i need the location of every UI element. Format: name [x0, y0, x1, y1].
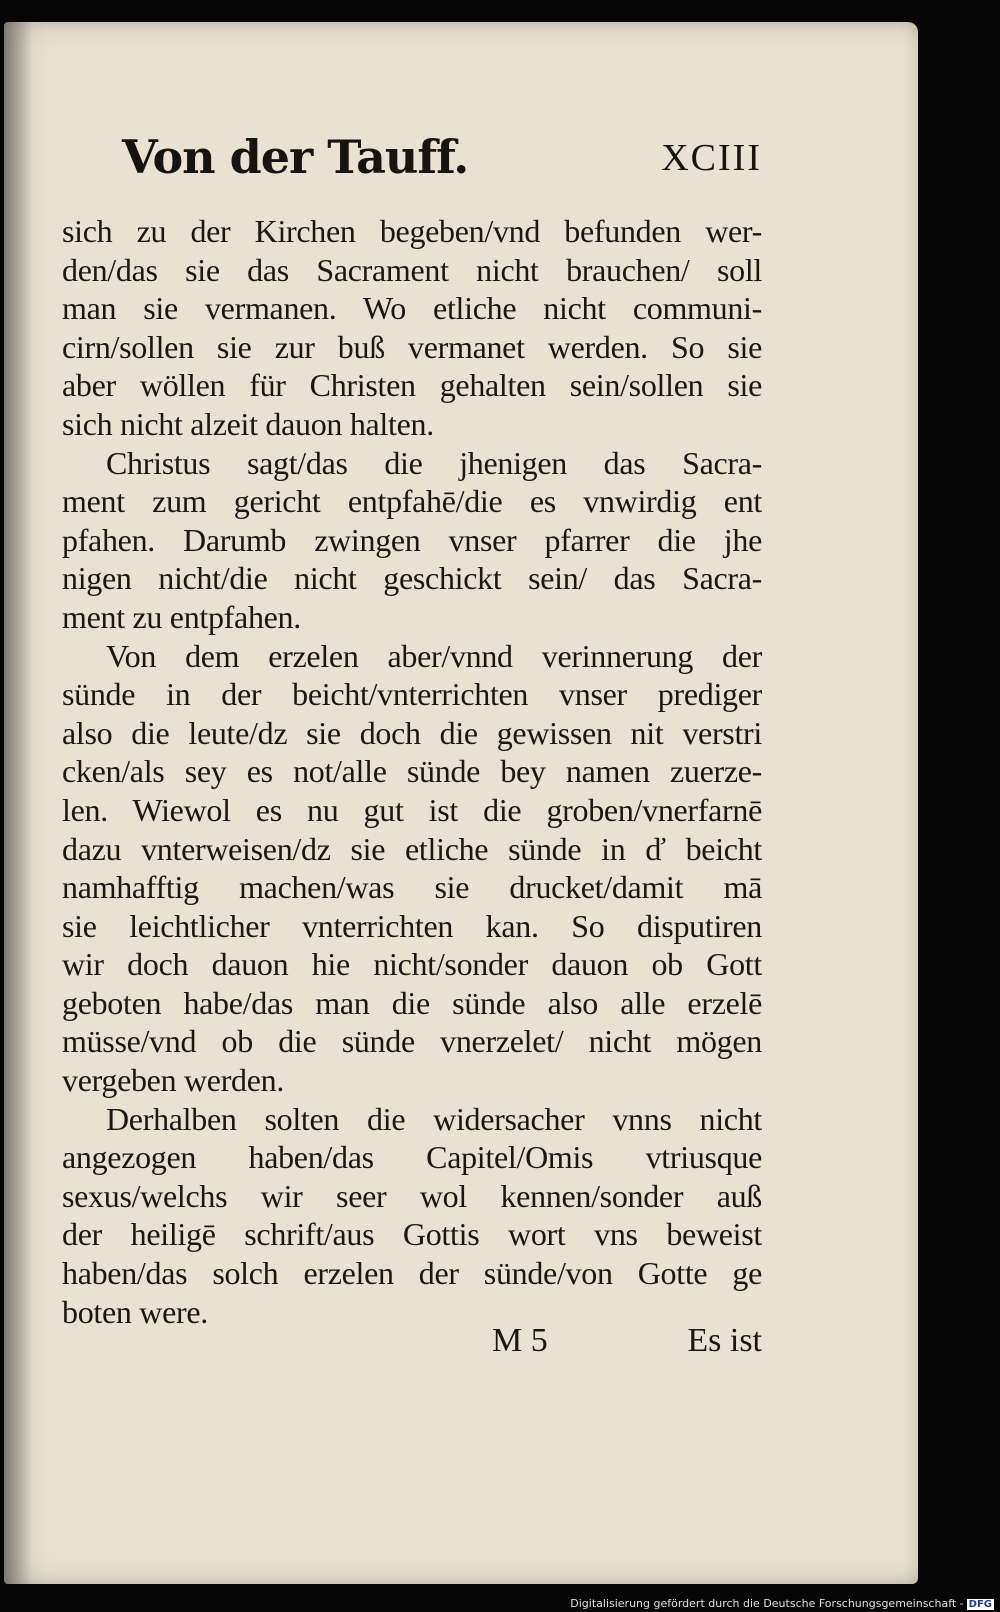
- text-line: müsse/vnd ob die sünde vnerzelet/ nicht mögen: [62, 1023, 762, 1060]
- text-line: dazu vnterweisen/dz sie etliche sünde in ď beicht: [62, 830, 762, 867]
- signature-mark: M 5: [492, 1322, 548, 1359]
- book-page: [4, 22, 918, 1584]
- text-line: den/das sie das Sacrament nicht brauchen/ soll: [62, 251, 762, 288]
- text-line: man sie vermanen. Wo etliche nicht communi-: [62, 290, 762, 327]
- text-line: wir doch dauon hie nicht/sonder dauon ob Gott: [62, 946, 762, 983]
- text-line: angezogen haben/das Capitel/Omis vtriusque: [62, 1139, 762, 1176]
- text-line: nigen nicht/die nicht geschickt sein/ das Sacra-: [62, 560, 762, 597]
- text-line: geboten habe/das man die sünde also alle erzelē: [62, 984, 762, 1021]
- text-line: cirn/sollen sie zur buß vermanet werden. So sie: [62, 328, 762, 365]
- text-line: vergeben werden.: [62, 1062, 285, 1099]
- text-line: haben/das solch erzelen der sünde/von Gotte ge: [62, 1255, 762, 1292]
- page-footer: [62, 1322, 762, 1372]
- text-line: also die leute/dz sie doch die gewissen nit verstri: [62, 714, 762, 751]
- dfg-logo: DFG: [968, 1599, 992, 1610]
- text-line: ment zum gericht entpfahē/die es vnwirdig ent: [62, 483, 762, 520]
- running-title: Von der Tauff.: [122, 130, 469, 184]
- catchword: Es ist: [687, 1322, 762, 1359]
- text-line: sexus/welchs wir seer wol kennen/sonder auß: [62, 1177, 762, 1214]
- text-line: ment zu entpfahen.: [62, 598, 301, 635]
- text-line: der heiligē schrift/aus Gottis wort vns beweist: [62, 1216, 762, 1253]
- digitization-credit: [570, 1597, 994, 1610]
- text-line: namhafftig machen/was sie drucket/damit mā: [62, 869, 762, 906]
- text-line: sich zu der Kirchen begeben/vnd befunden wer-: [62, 213, 762, 249]
- text-line: sünde in der beicht/vnterrichten vnser prediger: [62, 676, 762, 713]
- text-line: sie leichtlicher vnterrichten kan. So disputiren: [62, 907, 762, 944]
- text-line: len. Wiewol es nu gut ist die groben/vnerfarnē: [62, 791, 762, 828]
- text-line: cken/als sey es not/alle sünde bey namen zuerze-: [62, 753, 762, 790]
- text-line: Von dem erzelen aber/vnnd verinnerung der: [106, 637, 762, 674]
- body-text: [62, 212, 762, 1331]
- text-line: sich nicht alzeit dauon halten.: [62, 405, 434, 442]
- text-line: Christus sagt/das die jhenigen das Sacra-: [106, 444, 762, 481]
- text-line: boten were.: [62, 1293, 208, 1330]
- credit-text: Digitalisierung gefördert durch die Deutsche Forschungsgemeinschaft -: [570, 1597, 964, 1610]
- text-line: pfahen. Darumb zwingen vnser pfarrer die jhe: [62, 521, 762, 558]
- text-line: aber wöllen für Christen gehalten sein/sollen sie: [62, 367, 762, 404]
- folio-number: XCIII: [661, 137, 762, 179]
- page-header: [122, 130, 762, 190]
- text-line: Derhalben solten die widersacher vnns nicht: [106, 1100, 762, 1137]
